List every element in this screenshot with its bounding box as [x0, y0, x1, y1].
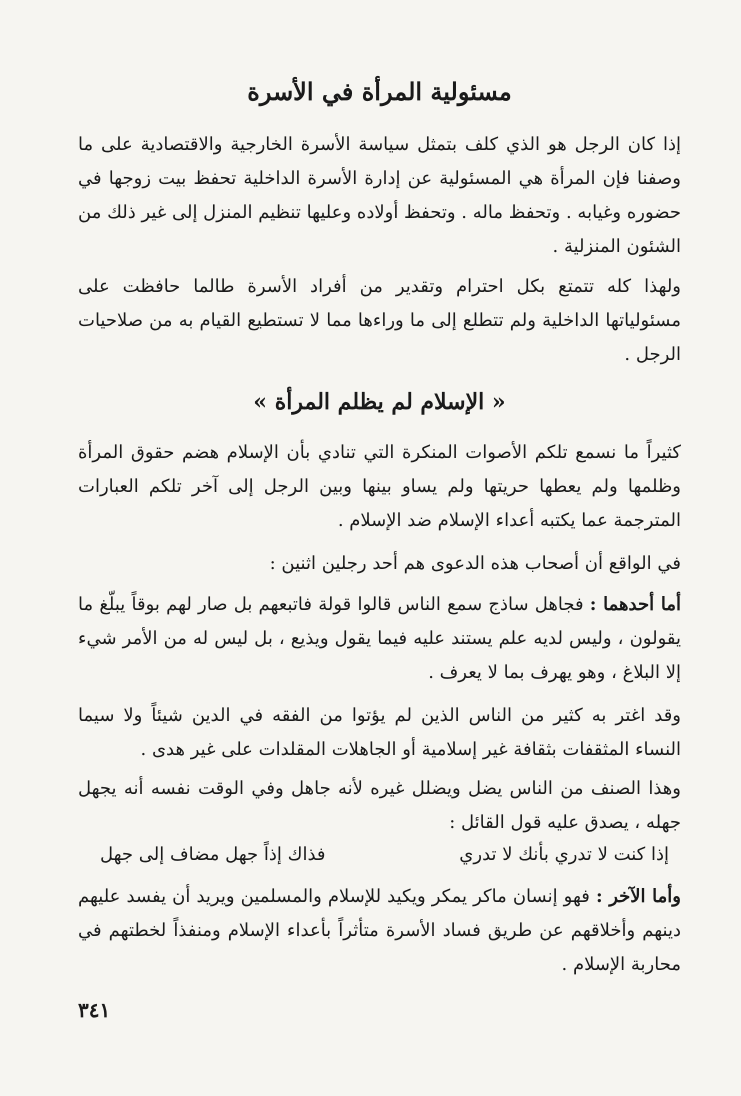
paragraph-woman-responsibility: إذا كان الرجل هو الذي كلف بتمثل سياسة الأسرة الخارجية والاقتصادية على ما وصفنا فإن المرأة هي المسئولية عن إدارة الأسرة الداخلية تحفظ بيت زوجها في حضوره وغيابه . وتحفظ ماله . وتحفظ أولاده وعليها تنظيم المنزل إلى غير ذلك من الشئون المنزلية .	[78, 134, 681, 257]
paragraph-two-men: في الواقع أن أصحاب هذه الدعوى هم أحد رجلين اثنين :	[269, 553, 681, 574]
verse-first-hemistich: إذا كنت لا تدري بأنك لا تدري	[459, 844, 669, 865]
section-heading: « الإسلام لم يظلم المرأة »	[253, 389, 506, 415]
poetry-verse	[78, 838, 681, 878]
page-title: مسئولية المرأة في الأسرة	[247, 77, 512, 106]
verse-second-hemistich: فذاك إذاً جهل مضاف إلى جهل	[100, 844, 326, 865]
paragraph-ignorant: وهذا الصنف من الناس يضل ويضلل غيره لأنه جاهل وفي الوقت نفسه أنه يجهل جهله ، يصدق عليه قول القائل :	[78, 778, 681, 833]
paragraph-deceived: وقد اغتر به كثير من الناس الذين لم يؤتوا من الفقه في الدين شيئاً ولا سيما النساء المثقفات بثقافة غير إسلامية أو الجاهلات المقلدات على غير هدى .	[78, 705, 681, 760]
page-number: ٣٤١	[78, 998, 111, 1022]
paragraph-lead: أما أحدهما :	[589, 594, 681, 615]
paragraph-claims: كثيراً ما نسمع تلكم الأصوات المنكرة التي تنادي بأن الإسلام هضم حقوق المرأة وظلمها ولم يعطها حريتها ولم يساو بينها وبين الرجل إلى آخر تلكم العبارات المترجمة عما يكتبه أعداء الإسلام ضد الإسلام .	[78, 442, 681, 531]
paragraph-first-man	[78, 588, 681, 690]
paragraph-body: فجاهل ساذج سمع الناس قالوا قولة فاتبعهم بل صار لهم بوقاً يبلّغ ما يقولون ، وليس لديه علم يستند عليه فيما يقول ويذيع ، بل ليس له من الأمر شيء إلا البلاغ ، وهو يهرف بما لا يعرف .	[78, 594, 681, 683]
paragraph-respect: ولهذا كله تتمتع بكل احترام وتقدير من أفراد الأسرة طالما حافظت على مسئولياتها الداخلية ولم تتطلع إلى ما وراءها مما لا تستطيع القيام به من صلاحيات الرجل .	[78, 276, 681, 365]
paragraph-second-man	[78, 880, 681, 982]
paragraph-lead: وأما الآخر :	[595, 886, 681, 907]
paragraph-body: فهو إنسان ماكر يمكر ويكيد للإسلام والمسلمين ويريد أن يفسد عليهم دينهم وأخلاقهم عن طريق فساد الأسرة متأثراً بأعداء الإسلام ومنفذاً لخطتهم في محاربة الإسلام .	[78, 886, 681, 975]
